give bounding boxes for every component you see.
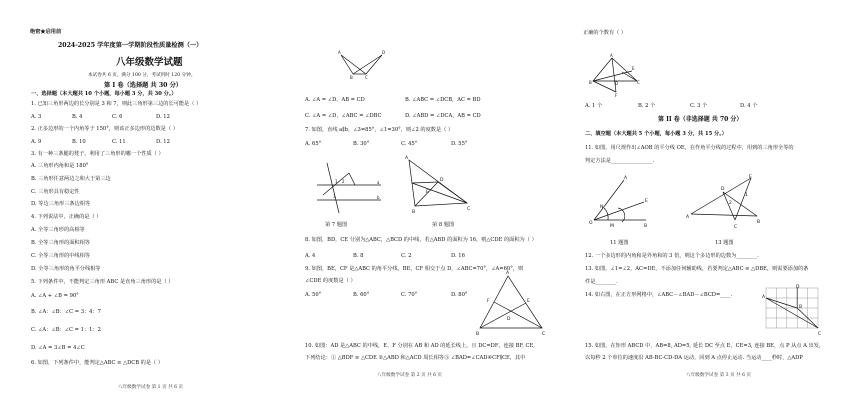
q8-text: 8. 如图，BD，CE 分别为△ABC，△BCD 的中线，若△ABD 的面积为 16，则△CDE 的面积为（ ）	[305, 237, 537, 243]
fig13-caption: 13 题图	[715, 240, 734, 246]
q9-opt-b: B. 60°	[353, 292, 370, 298]
q1-opt-b: B. 4	[72, 114, 83, 120]
svg-text:D: D	[721, 187, 725, 192]
subject-title: 八年级数学试题	[116, 57, 183, 68]
page-footer-2: 八年级数学试卷 第 2 页 共 6 页	[377, 373, 443, 378]
svg-text:A: A	[338, 50, 341, 55]
q5-opt-b: B. ∠A：∠B：∠C = 3：4：7	[31, 309, 101, 315]
fig8-caption: 第 8 题图	[432, 222, 455, 228]
q13-figure	[685, 174, 765, 232]
q1-opt-d: D. 12	[156, 114, 170, 120]
q10-text: 10. 如图：AD 是△ABC 的中线，E、F 分别在 AB 和 AD 的延长线上，且 DC=DF，连接 BF, CE,	[305, 343, 535, 349]
q4-opt-a: A. 全等三角形的高相等	[31, 227, 85, 233]
q1-opt-c: C. 6	[112, 114, 123, 120]
svg-text:E: E	[632, 66, 635, 71]
q14-text: 14. 如右图，在正方形网格中，∠ABC－∠BAD－∠BCD=____.	[585, 292, 733, 298]
svg-text:B: B	[476, 332, 480, 337]
svg-text:A: A	[624, 176, 628, 181]
svg-text:A: A	[610, 53, 613, 58]
svg-text:M: M	[610, 224, 614, 229]
q6-opt-c: C. ∠A = ∠D，∠ABC = ∠DBC	[305, 113, 382, 119]
q1-text: 1. 已知三角形两边的长分别是 3 和 7，则此三角形第三边的长可能是（ ）	[31, 101, 202, 107]
svg-text:B: B	[799, 305, 803, 310]
q10-opt-c: C. 3 个	[690, 103, 708, 109]
svg-text:B: B	[644, 224, 648, 229]
column-page-2	[295, 0, 580, 404]
svg-text:B: B	[350, 75, 353, 80]
svg-text:A: A	[405, 156, 409, 161]
svg-text:b: b	[377, 195, 380, 200]
section1-heading: 一、选择题（本大题共 10 个小题，每小题 3 分，共 30 分。）	[31, 91, 177, 97]
q13-text: 13. 如图，∠1=∠2，AC=DE，不添加任何辅助线，若要判定△ABC ≌ △DBE，则需要添加的条	[585, 266, 809, 272]
svg-text:A: A	[762, 295, 766, 300]
q7-figure	[315, 155, 385, 215]
column-page-1	[0, 0, 290, 404]
svg-text:C: C	[734, 225, 738, 230]
svg-text:a: a	[377, 180, 380, 185]
q9-opt-c: C. 70°	[401, 292, 418, 298]
q10-text-3: 正确的个数有（ ）	[583, 30, 627, 36]
q8-opt-a: A. 4	[305, 253, 316, 259]
q11-figure	[588, 172, 650, 230]
q7-opt-b: B. 30°	[353, 141, 370, 147]
q5-opt-a: A. ∠A + ∠B = 90°	[31, 293, 79, 299]
svg-text:C: C	[637, 80, 640, 85]
q3-text: 3. 有一种三条腿的凳子，利用了三角形的哪一个性质（ ）	[31, 151, 164, 157]
exam-note: 本试卷共 6 页，满分 100 分，考试用时 120 分钟。	[88, 73, 196, 78]
svg-text:N: N	[600, 205, 604, 210]
secret-mark: 绝密★启用前	[30, 29, 62, 35]
q9-text: 9. 如图，BE，CF 是△ABC 的角平分线，BE，CF 相交于点 D，∠ABC=70°，∠A=60°，则	[305, 266, 524, 272]
q6-opt-b: B. ∠ABC = ∠DCB，AC = BD	[405, 97, 481, 103]
q7-opt-d: D. 55°	[451, 141, 468, 147]
q7-opt-a: A. 65°	[305, 141, 322, 147]
svg-text:E: E	[749, 175, 752, 180]
q3-opt-a: A. 三角形内角和是 180°	[31, 163, 89, 169]
svg-text:C: C	[467, 207, 471, 212]
q3-opt-c: C. 三角形具有稳定性	[31, 189, 80, 195]
svg-text:D: D	[796, 285, 800, 290]
q2-opt-a: A. 9	[31, 139, 42, 145]
svg-text:A: A	[686, 215, 690, 220]
svg-text:F: F	[615, 93, 618, 98]
q8-opt-b: B. 8	[353, 253, 364, 259]
fig11-caption: 11 题图	[610, 240, 629, 246]
q9-opt-d: D. 80°	[451, 292, 468, 298]
q7-opt-c: C. 45°	[401, 141, 418, 147]
q7-text: 7. 如图，直线 a∥b，∠3=85°，∠1=30°，则∠2 的度数是（ ）	[305, 127, 454, 133]
q9-text-2: ∠CDE 的度数是（ ）	[305, 278, 356, 284]
q15-text: 15. 如图，在矩形 ABCD 中，AB=8, AD=5, 延长 DC 至点 E，CE=3, 连接 BE，点 P 从点 A 出发，	[585, 343, 825, 349]
svg-text:1: 1	[745, 193, 748, 198]
q10-figure	[588, 52, 646, 98]
q4-opt-c: C. 全等三角形的中线相等	[31, 253, 90, 259]
svg-text:C: C	[818, 332, 822, 337]
q2-opt-b: B. 10	[72, 139, 86, 145]
svg-text:A: A	[506, 271, 510, 276]
q4-text: 4. 下列说法中，正确的是（ ）	[31, 214, 102, 220]
svg-text:D: D	[440, 178, 444, 183]
page-footer-3: 八年级数学试卷 第 3 页 共 6 页	[686, 373, 752, 378]
q6-opt-a: A. ∠A = ∠D，AB = CD	[305, 97, 365, 103]
q6-text: 6. 如图，下列条件中，能判定△ABC ≌ △DCB 的是（ ）	[31, 360, 164, 366]
q2-opt-c: C. 11	[112, 139, 126, 145]
q8-figure	[395, 148, 475, 218]
part1-heading: 第 I 卷（选择题 共 30 分）	[104, 82, 182, 89]
svg-text:E: E	[645, 199, 648, 204]
svg-text:3: 3	[333, 194, 336, 199]
q8-opt-d: D. 16	[451, 253, 465, 259]
q11-text-2: 判定方法是________________.	[585, 158, 655, 164]
svg-text:B: B	[589, 80, 592, 85]
q4-opt-b: B. 全等三角形的面积相等	[31, 240, 90, 246]
svg-text:O: O	[589, 221, 593, 226]
svg-text:2: 2	[342, 179, 345, 184]
svg-text:C: C	[365, 75, 368, 80]
q10-text-2: 下列结论：① △BDF ≌ △CDE ②△ABD 和△ACD 周长相等③ ∠BAD=∠CAD④CF∥CE，其中	[305, 355, 526, 361]
svg-text:E: E	[426, 190, 429, 195]
q14-grid-figure	[760, 284, 828, 338]
column-page-3	[580, 0, 860, 404]
q11-text: 11. 如图，用尺规作出∠AOB 的平分线 OE，在作角平分线的过程中，用到的三角形全等的	[585, 145, 794, 151]
page-footer-1: 八年级数学试卷 第 1 页 共 6 页	[118, 385, 184, 390]
q9-opt-a: A. 50°	[305, 292, 322, 298]
q8-opt-c: C. 2	[401, 253, 412, 259]
svg-text:B: B	[412, 210, 416, 215]
q2-text: 2. 正多边形的一个内角等于 150°，则该正多边形的边数是（ ）	[31, 126, 178, 132]
q10-opt-a: A. 1 个	[585, 103, 603, 109]
svg-text:D: D	[507, 317, 511, 322]
svg-text:1: 1	[335, 179, 338, 184]
svg-text:C: C	[542, 332, 546, 337]
q6-opt-d: D. ∠ABD = ∠DCA，AB = CD	[405, 113, 481, 119]
q2-opt-d: D. 12	[156, 139, 170, 145]
q3-opt-d: D. 等边三角形三条边相等	[31, 201, 91, 207]
svg-text:F: F	[487, 299, 490, 304]
svg-text:2: 2	[729, 201, 732, 206]
q3-opt-b: B. 三角形任意两边之和大于第三边	[31, 176, 111, 182]
q6-figure	[335, 44, 390, 84]
svg-text:D: D	[382, 50, 386, 55]
svg-text:E: E	[527, 299, 530, 304]
fig7-caption: 第 7 题图	[325, 222, 348, 228]
q4-opt-d: D. 全等三角形的角平分线相等	[31, 266, 101, 272]
svg-text:B: B	[757, 220, 761, 225]
q5-text: 5. 下列条件中，不能判定三角形 ABC 是直角三角形的是（ ）	[31, 279, 174, 285]
q12-text: 12. 一个多边形的内角和是外角和的 3 倍，则这个多边形的边数为________.	[585, 253, 759, 259]
q5-opt-c: C. ∠A：∠B：∠C = 1：1：2	[31, 327, 101, 333]
q1-opt-a: A. 3	[31, 114, 42, 120]
exam-title: 2024-2025 学年度第一学期阶段性质量检测（一）	[58, 42, 203, 49]
q5-opt-d: D. ∠A = 3∠B = 4∠C	[31, 345, 85, 351]
section2-heading: 二、填空题（本大题共 5 个小题，每小题 3 分，共 15 分。）	[585, 131, 727, 137]
q9-figure	[470, 268, 550, 338]
q13-text-2: 件是________.	[585, 279, 618, 285]
q10-opt-b: B. 2 个	[638, 103, 656, 109]
q10-opt-d: D. 4 个	[740, 103, 758, 109]
q15-text-2: 以每秒 2 个单位的速度沿 AB-BC-CD-DA 运动，回到 A 点停止运动. 当运动____秒时，△ADP	[585, 355, 803, 361]
svg-text:D: D	[615, 81, 619, 86]
part2-heading: 第 II 卷（非选择题 共 70 分）	[658, 116, 743, 123]
